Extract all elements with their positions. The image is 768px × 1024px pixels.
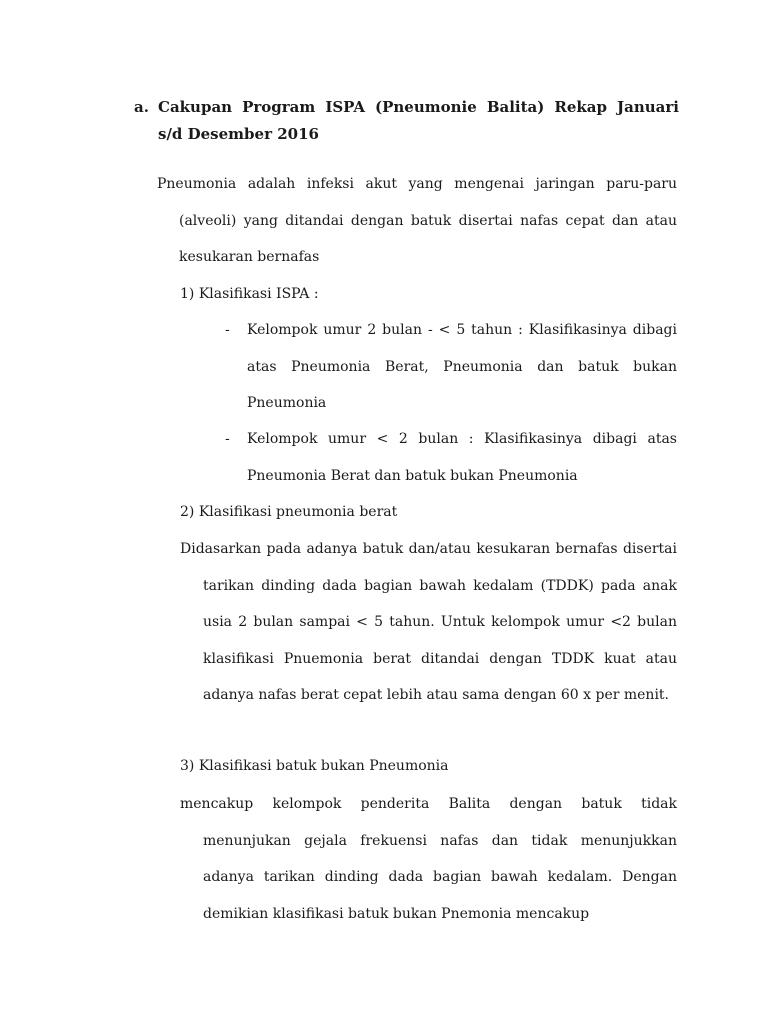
bullet-2-text: Kelompok umur < 2 bulan : Klasifikasinya dibagi atas Pneumonia Berat dan batuk bukan Pneumonia	[247, 431, 677, 484]
bullet-2-marker: -	[225, 431, 230, 447]
intro-paragraph: Pneumonia adalah infeksi akut yang mengenai jaringan paru-paru (alveoli) yang ditandai dengan batuk disertai nafas cepat dan atau kesukaran bernafas	[157, 176, 677, 265]
item-2-label: 2) Klasifikasi pneumonia berat	[180, 504, 398, 520]
item-3-label: 3) Klasifikasi batuk bukan Pneumonia	[180, 758, 449, 774]
section-heading	[134, 94, 679, 148]
item-1-label: 1) Klasifikasi ISPA :	[180, 286, 319, 302]
item-3-body: mencakup kelompok penderita Balita dengan batuk tidak menunjukan gejala frekuensi nafas dan tidak menunjukkan adanya tarikan dinding dada bagian bawah kedalam. Dengan demikian klasifikasi batuk bukan Pnemonia mencakup	[180, 796, 677, 922]
bullet-1-text: Kelompok umur 2 bulan - < 5 tahun : Klasifikasinya dibagi atas Pneumonia Berat, Pneumonia dan batuk bukan Pneumonia	[247, 322, 677, 411]
item-2-body: Didasarkan pada adanya batuk dan/atau kesukaran bernafas disertai tarikan dinding dada bagian bawah kedalam (TDDK) pada anak usia 2 bulan sampai < 5 tahun. Untuk kelompok umur <2 bulan klasifikasi Pnuemonia berat ditandai dengan TDDK kuat atau adanya nafas berat cepat lebih atau sama dengan 60 x per menit.	[180, 541, 677, 703]
bullet-1-marker: -	[225, 322, 230, 338]
heading-text: Cakupan Program ISPA (Pneumonie Balita) Rekap Januari s/d Desember 2016	[158, 98, 679, 143]
heading-marker: a.	[134, 98, 149, 116]
